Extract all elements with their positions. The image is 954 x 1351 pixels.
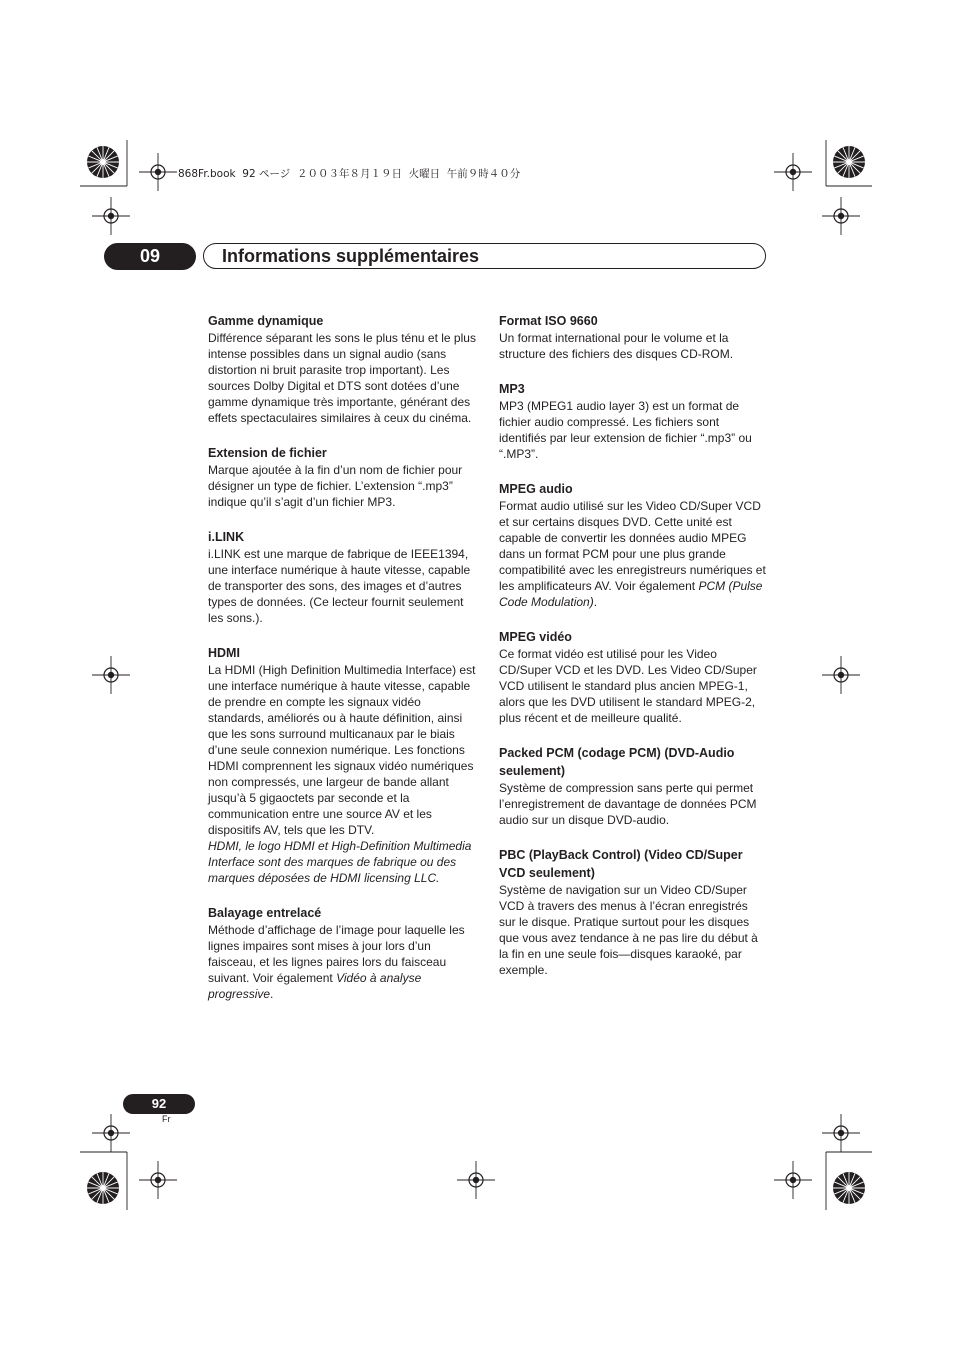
left-column [208,312,476,1020]
glossary-entry-format-iso-9660 [499,312,767,362]
glossary-term: i.LINK [208,530,245,544]
glossary-definition: MP3 (MPEG1 audio layer 3) est un format de fichier audio compressé. Les fichiers sont identifiés par leur extension de fichier “.mp3” ou “.MP3”. [499,399,752,461]
glossary-term: PBC (PlayBack Control) (Video CD/Super VCD seulement) [499,848,743,880]
glossary-term: Extension de fichier [208,446,327,460]
chapter-title: Informations supplémentaires [222,246,480,266]
glossary-term: HDMI [208,646,240,660]
glossary-entry-hdmi [208,644,476,886]
glossary-entry-extension-de-fichier [208,444,476,510]
right-column [499,312,767,996]
glossary-definition: La HDMI (High Definition Multimedia Interface) est une interface numérique à haute vitesse, capable de prendre en compte les signaux vidéo standards, améliorés ou à haute définition, ainsi que les sons surround multicanaux par le biais d’une seule connexion numérique. Les fonctions HDMI comprennent les signaux vidéo numériques non compressés, une largeur de bande allant jusqu’à 5 gigaoctets par seconde et la communication entre une source AV et les dispositifs AV, tels que les DTV. [208,663,476,837]
glossary-entry-ilink [208,528,476,626]
glossary-term: Balayage entrelacé [208,906,322,920]
glossary-definition: Système de navigation sur un Video CD/Super VCD à travers des menus à l’écran enregistrés sur le disque. Pratique surtout pour les disques que vous avez tendance à ne pas lire du début à la fin en une seule fois—disques karaoké, par exemple. [499,883,758,977]
glossary-entry-gamme-dynamique [208,312,476,426]
glossary-term: MP3 [499,382,525,396]
glossary-term: MPEG audio [499,482,573,496]
glossary-entry-mpeg-video [499,628,767,726]
glossary-entry-mp3 [499,380,767,462]
page-language: Fr [162,1114,171,1124]
definition-text: Méthode d’affichage de l’image pour laquelle les lignes impaires sont mises à jour lors d’un faisceau, et les lignes paires lors du faisceau suivant. Voir également [208,923,465,985]
cross-reference: PCM (Pulse Code Modulation) [499,579,763,609]
glossary-term: MPEG vidéo [499,630,572,644]
glossary-term: Gamme dynamique [208,314,324,328]
glossary-definition: i.LINK est une marque de fabrique de IEEE1394, une interface numérique à haute vitesse, capable de transporter des sons, des images et d’autres types de données. (Ce lecteur fournit seulement les sons.). [208,547,471,625]
glossary-entry-balayage-entrelace [208,904,476,1002]
definition-text: Format audio utilisé sur les Video CD/Super VCD et sur certains disques DVD. Cette unité est capable de convertir les données audio MPEG dans un format PCM pour une plus grande compatibilité avec les enregistreurs numériques et les amplificateurs AV. Voir également [499,499,766,593]
definition-end: . [270,987,274,1001]
glossary-entry-pbc [499,846,767,978]
definition-end: . [593,595,598,609]
glossary-definition: Marque ajoutée à la fin d’un nom de fichier pour désigner un type de fichier. L’extension “.mp3” indique qu’il s’agit d’un fichier MP3. [208,463,463,509]
print-header: 868Fr.book 92 ページ ２００３年８月１９日 火曜日 午前９時４０分 [178,168,521,180]
glossary-definition [208,922,476,1002]
cross-reference: Vidéo à analyse progressive [208,971,422,1001]
glossary-definition [499,498,767,610]
glossary-term: Packed PCM (codage PCM) (DVD-Audio seulement) [499,746,735,778]
glossary-definition: Ce format vidéo est utilisé pour les Video CD/Super VCD et les DVD. Les Video CD/Super VCD utilisent le standard plus ancien MPEG-1, alors que les DVD utilisent le standard MPEG-2, plus récent et de meilleure qualité. [499,647,757,725]
page-number-badge: 92 [123,1094,195,1114]
glossary-term: Format ISO 9660 [499,314,598,328]
chapter-number-badge: 09 [104,243,196,270]
trademark-notice: HDMI, le logo HDMI et High-Definition Multimedia Interface sont des marques de fabrique ou des marques déposées de HDMI licensing LLC. [208,839,472,885]
glossary-entry-mpeg-audio [499,480,767,610]
glossary-entry-packed-pcm [499,744,767,828]
glossary-definition: Un format international pour le volume et la structure des fichiers des disques CD-ROM. [499,331,734,361]
glossary-definition: Différence séparant les sons le plus ténu et le plus intense possibles dans un signal audio (sans distortion ni bruit parasite trop important). Les sources Dolby Digital et DTS sont dotées d’une gamme dynamique très importante, générant des effets spectaculaires similaires à ceux du cinéma. [208,331,476,425]
glossary-definition: Système de compression sans perte qui permet l’enregistrement de davantage de données PCM audio sur un disque DVD-audio. [499,781,757,827]
